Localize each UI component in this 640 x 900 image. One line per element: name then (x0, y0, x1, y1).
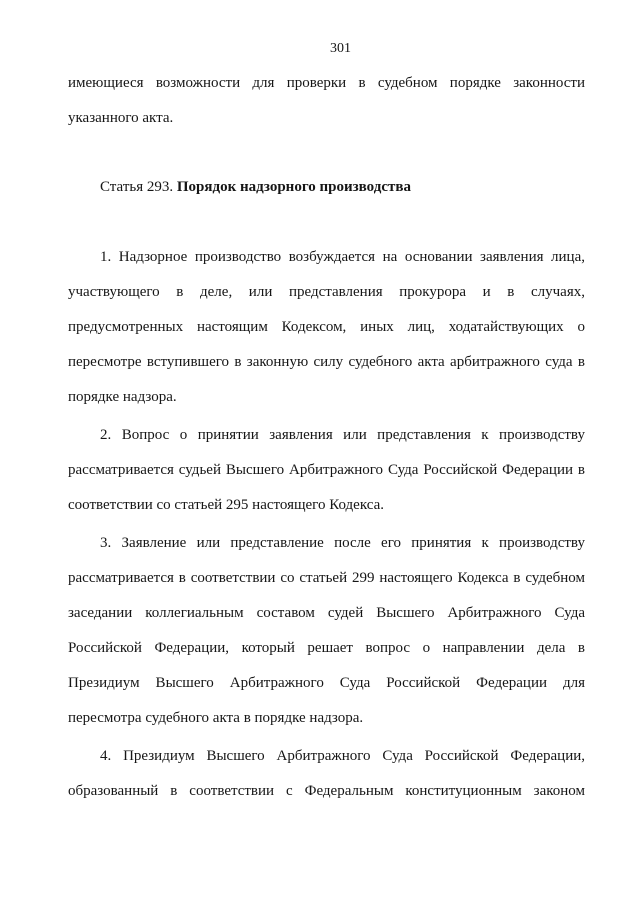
paragraph-4 (68, 739, 585, 809)
text-line: 1. Надзорное производство возбуждается на основании заявления лица, (100, 249, 585, 265)
text-line: 2. Вопрос о принятии заявления или представления к производству (100, 427, 585, 443)
text-line: указанного акта. (68, 110, 174, 126)
article-number: Статья 293. (100, 179, 174, 195)
text-line: 3. Заявление или представление после его принятия к производству (100, 535, 585, 551)
article-heading (68, 170, 585, 205)
text-line: пересмотра судебного акта в порядке надзора. (68, 710, 364, 726)
document-body (68, 66, 585, 809)
text-line: образованный в соответствии с Федеральным конституционным законом (68, 783, 585, 799)
text-line: рассматривается в соответствии со статьей 299 настоящего Кодекса в судебном (68, 570, 585, 586)
article-title: Порядок надзорного производства (176, 179, 411, 195)
text-line: Президиум Высшего Арбитражного Суда Российской Федерации для (68, 675, 585, 691)
text-line: пересмотре вступившего в законную силу судебного акта арбитражного суда в (68, 354, 585, 370)
text-line: участвующего в деле, или представления прокурора и в случаях, (68, 284, 585, 300)
text-line: имеющиеся возможности для проверки в судебном порядке законности (68, 75, 585, 91)
paragraph-3 (68, 526, 585, 736)
paragraph-2 (68, 418, 585, 523)
carryover-paragraph (68, 66, 585, 136)
text-line: рассматривается судьей Высшего Арбитражного Суда Российской Федерации в (68, 462, 585, 478)
text-line: Российской Федерации, который решает вопрос о направлении дела в (68, 640, 585, 656)
text-line: соответствии со статьей 295 настоящего Кодекса. (68, 497, 384, 513)
paragraph-1 (68, 240, 585, 415)
text-line: 4. Президиум Высшего Арбитражного Суда Российской Федерации, (100, 748, 585, 764)
text-line: порядке надзора. (68, 389, 177, 405)
text-line: заседании коллегиальным составом судей Высшего Арбитражного Суда (68, 605, 585, 621)
page-number: 301 (330, 41, 351, 56)
text-line: предусмотренных настоящим Кодексом, иных лиц, ходатайствующих о (68, 319, 585, 335)
